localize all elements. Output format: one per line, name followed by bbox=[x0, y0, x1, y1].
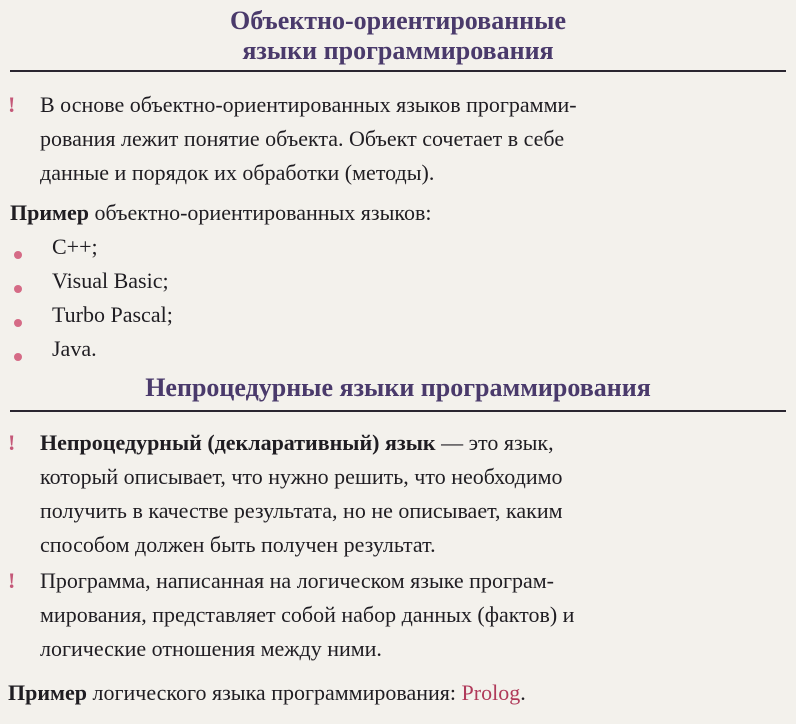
important-marker: ! bbox=[8, 92, 16, 117]
note-line: получить в качестве результата, но не описывает, каким bbox=[40, 498, 563, 523]
bullet-dot bbox=[14, 251, 22, 259]
heading-line: Непроцедурные языки программирования bbox=[145, 373, 651, 402]
section-heading-oop bbox=[0, 6, 796, 66]
example-label: Пример bbox=[8, 680, 88, 705]
example-intro bbox=[8, 676, 526, 710]
note-line: логические отношения между ними. bbox=[40, 636, 382, 661]
definition-line: данные и порядок их обработки (методы). bbox=[40, 160, 435, 185]
list-item: C++; bbox=[52, 234, 98, 259]
term: Непроцедурный (декларативный) язык bbox=[40, 430, 436, 455]
example-value: Prolog bbox=[461, 680, 521, 705]
note-line: способом должен быть получен результат. bbox=[40, 532, 436, 557]
example-label: Пример bbox=[10, 200, 90, 225]
example-intro bbox=[10, 196, 431, 230]
heading-divider bbox=[10, 410, 786, 412]
important-marker: ! bbox=[8, 568, 16, 593]
note-line: Программа, написанная на логическом языке програм- bbox=[40, 568, 554, 593]
note-text: — это язык, bbox=[435, 430, 554, 455]
bullet-dot bbox=[14, 285, 22, 293]
bullet-dot bbox=[14, 353, 22, 361]
list-item: Java. bbox=[52, 336, 97, 361]
example-text: объектно-ориентированных языков: bbox=[89, 200, 432, 225]
example-text: логического языка программирования: bbox=[87, 680, 462, 705]
important-marker: ! bbox=[8, 430, 16, 455]
bullet-dot bbox=[14, 319, 22, 327]
section-heading-declarative bbox=[0, 373, 796, 403]
note-line: который описывает, что нужно решить, что необходимо bbox=[40, 464, 563, 489]
heading-line: языки программирования bbox=[242, 36, 554, 65]
heading-divider bbox=[10, 70, 786, 72]
note-line bbox=[40, 426, 554, 460]
definition-line: В основе объектно-ориентированных языков программи- bbox=[40, 92, 577, 117]
list-item: Turbo Pascal; bbox=[52, 302, 173, 327]
heading-line: Объектно-ориентированные bbox=[229, 6, 567, 35]
example-end: . bbox=[520, 680, 526, 705]
definition-line: рования лежит понятие объекта. Объект сочетает в себе bbox=[40, 126, 565, 151]
list-item: Visual Basic; bbox=[52, 268, 169, 293]
note-line: мирования, представляет собой набор данных (фактов) и bbox=[40, 602, 575, 627]
